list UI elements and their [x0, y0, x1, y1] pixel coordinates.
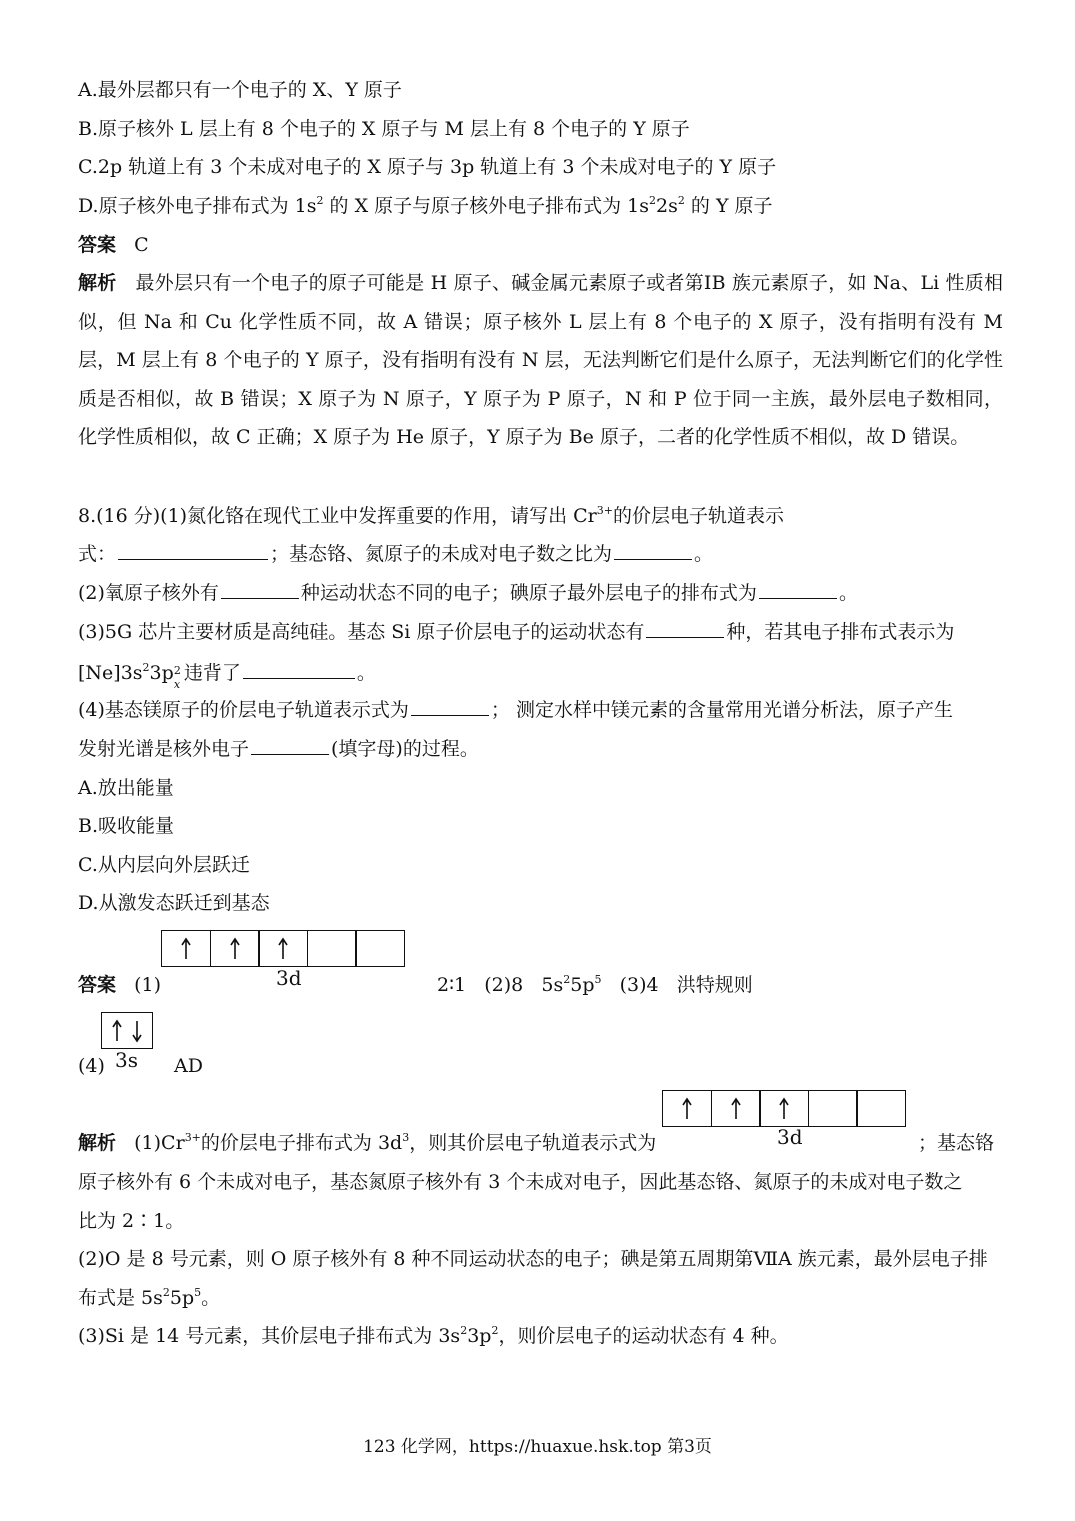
option-b: B.原子核外 L 层上有 8 个电子的 X 原子与 M 层上有 8 个电子的 Y 原子: [78, 118, 690, 140]
answer-blank[interactable]: [243, 677, 355, 679]
spin-up-arrow-icon: [777, 1097, 791, 1121]
analysis-label: 解析: [78, 272, 117, 294]
q8-line-7: 发射光谱是核外电子 (填字母)的过程。: [78, 738, 479, 760]
option-c: C.2p 轨道上有 3 个未成对电子的 X 原子与 3p 轨道上有 3 个未成对电子的 Y 原子: [78, 156, 777, 178]
orbital-box: [161, 930, 211, 967]
orbital-box: [759, 1090, 809, 1127]
q8-line-4: (3)5G 芯片主要材质是高纯硅。基态 Si 原子价层电子的运动状态有 种，若其电子排布式表示为: [78, 621, 955, 643]
q8-option-b: B.吸收能量: [78, 815, 175, 837]
spin-up-arrow-icon: [228, 937, 242, 961]
q8-option-d: D.从激发态跃迁到基态: [78, 892, 270, 914]
answer-value: C: [134, 234, 149, 256]
spin-up-arrow-icon: [276, 937, 290, 961]
analysis-q8-line-5: 布式是 $5s^25p^5$。: [78, 1286, 221, 1309]
q8-line-6: (4)基态镁原子的价层电子轨道表示式为 ； 测定水样中镁元素的含量常用光谱分析法，原子产生: [78, 699, 953, 721]
answer-q7: [78, 232, 149, 258]
spin-up-arrow-icon: [179, 937, 193, 961]
orbital-label-3d: 3d: [777, 1125, 803, 1149]
answer-blank[interactable]: [411, 714, 489, 716]
q8-line-3: (2)氧原子核外有 种运动状态不同的电子；碘原子最外层电子的排布式为 。: [78, 582, 858, 604]
q8-line-1: 8.(16 分)(1)氮化铬在现代工业中发挥重要的作用，请写出 $Cr^{3+}$的价层电子轨道表示: [78, 504, 784, 527]
q8-option-c: C.从内层向外层跃迁: [78, 854, 250, 876]
q8-option-a: A.放出能量: [78, 777, 174, 799]
spin-up-arrow-icon: [729, 1097, 743, 1121]
analysis-q8-line-3: 比为 2∶1。: [78, 1210, 185, 1232]
answer-q8-part4: AD: [174, 1055, 203, 1077]
answer-blank[interactable]: [221, 597, 299, 599]
answer-blank[interactable]: [614, 558, 692, 560]
orbital-diagram-3d: [161, 930, 405, 967]
answer-blank[interactable]: [759, 597, 837, 599]
orbital-box: [711, 1090, 761, 1127]
orbital-label-3d: 3d: [276, 966, 302, 990]
answer-blank[interactable]: [251, 753, 329, 755]
orbital-box: [101, 1012, 153, 1049]
analysis-q8-line-2: 原子核外有 6 个未成对电子，基态氮原子核外有 3 个未成对电子，因此基态铬、氮原子的未成对电子数之: [78, 1171, 963, 1193]
orbital-box: [808, 1090, 858, 1127]
answer-blank[interactable]: [646, 636, 724, 638]
orbital-diagram-3d-analysis: [662, 1090, 906, 1127]
analysis-q8-line-1: 解析 $(1)Cr^{3+}$的价层电子排布式为 $3d^3$，则其价层电子轨道表示式为: [78, 1131, 657, 1154]
spin-down-arrow-icon: [130, 1019, 144, 1043]
q8-line-2: 式： ；基态铬、氮原子的未成对电子数之比为 。: [78, 543, 714, 565]
orbital-box: [258, 930, 308, 967]
orbital-box: [210, 930, 260, 967]
answer-label: 答案: [78, 974, 117, 996]
option-d: D.原子核外电子排布式为 $1s^2$ 的 X 原子与原子核外电子排布式为 $1s^22s^2$ 的 Y 原子: [78, 194, 773, 217]
orbital-diagram-3s: [101, 1012, 153, 1049]
answer-q8-line-2: (4): [78, 1055, 105, 1077]
analysis-q8-line-6: (3)Si 是 14 号元素，其价层电子排布式为 $3s^23p^2$，则价层电子的运动状态有 4 种。: [78, 1324, 789, 1347]
spin-up-arrow-icon: [680, 1097, 694, 1121]
answer-blank[interactable]: [118, 558, 268, 560]
answer-label: 答案: [78, 234, 117, 256]
orbital-box: [307, 930, 357, 967]
answer-q8-line-1: 答案 (1): [78, 974, 162, 996]
orbital-label-3s: 3s: [115, 1048, 138, 1072]
orbital-box: [355, 930, 405, 967]
option-a: A.最外层都只有一个电子的 X、Y 原子: [78, 79, 402, 101]
analysis-q7: [78, 264, 1003, 457]
analysis-q8-line-4: (2)O 是 8 号元素，则 O 原子核外有 8 种不同运动状态的电子；碘是第五周期第ⅦA 族元素，最外层电子排: [78, 1248, 988, 1270]
orbital-box: [662, 1090, 712, 1127]
analysis-label: 解析: [78, 1132, 117, 1154]
spin-up-arrow-icon: [110, 1019, 124, 1043]
q8-line-5: $[Ne]3s^23p$ 2 x 违背了 。: [78, 661, 376, 691]
orbital-box: [856, 1090, 906, 1127]
analysis-q8-line-1-end: ；基态铬: [918, 1132, 995, 1154]
page-footer: 123 化学网，https://huaxue.hsk.top 第3页: [363, 1437, 712, 1457]
answer-q8-line-1-rest: 2∶1 (2)8 $5s^25p^5$ (3)4 洪特规则: [437, 973, 753, 996]
analysis-text: 最外层只有一个电子的原子可能是 H 原子、碱金属元素原子或者第ⅠB 族元素原子，如 Na、Li 性质相似，但 Na 和 Cu 化学性质不同，故 A 错误；原子核外 L 层上有 8 个电子的 X 原子，没有指明有没有 M 层，M 层上有 8 个电子的 Y 原子，没有指明有没有 N 层，无法判断它们是什么原子，无法判断它们的化学性质是否相似，故 B 错误；X 原子为 N 原子，Y 原子为 P 原子，N 和 P 位于同一主族，最外层电子数相同，化学性质相似，故 C 正确；X 原子为 He 原子，Y 原子为 Be 原子，二者的化学性质不相似，故 D 错误。: [78, 272, 1003, 449]
